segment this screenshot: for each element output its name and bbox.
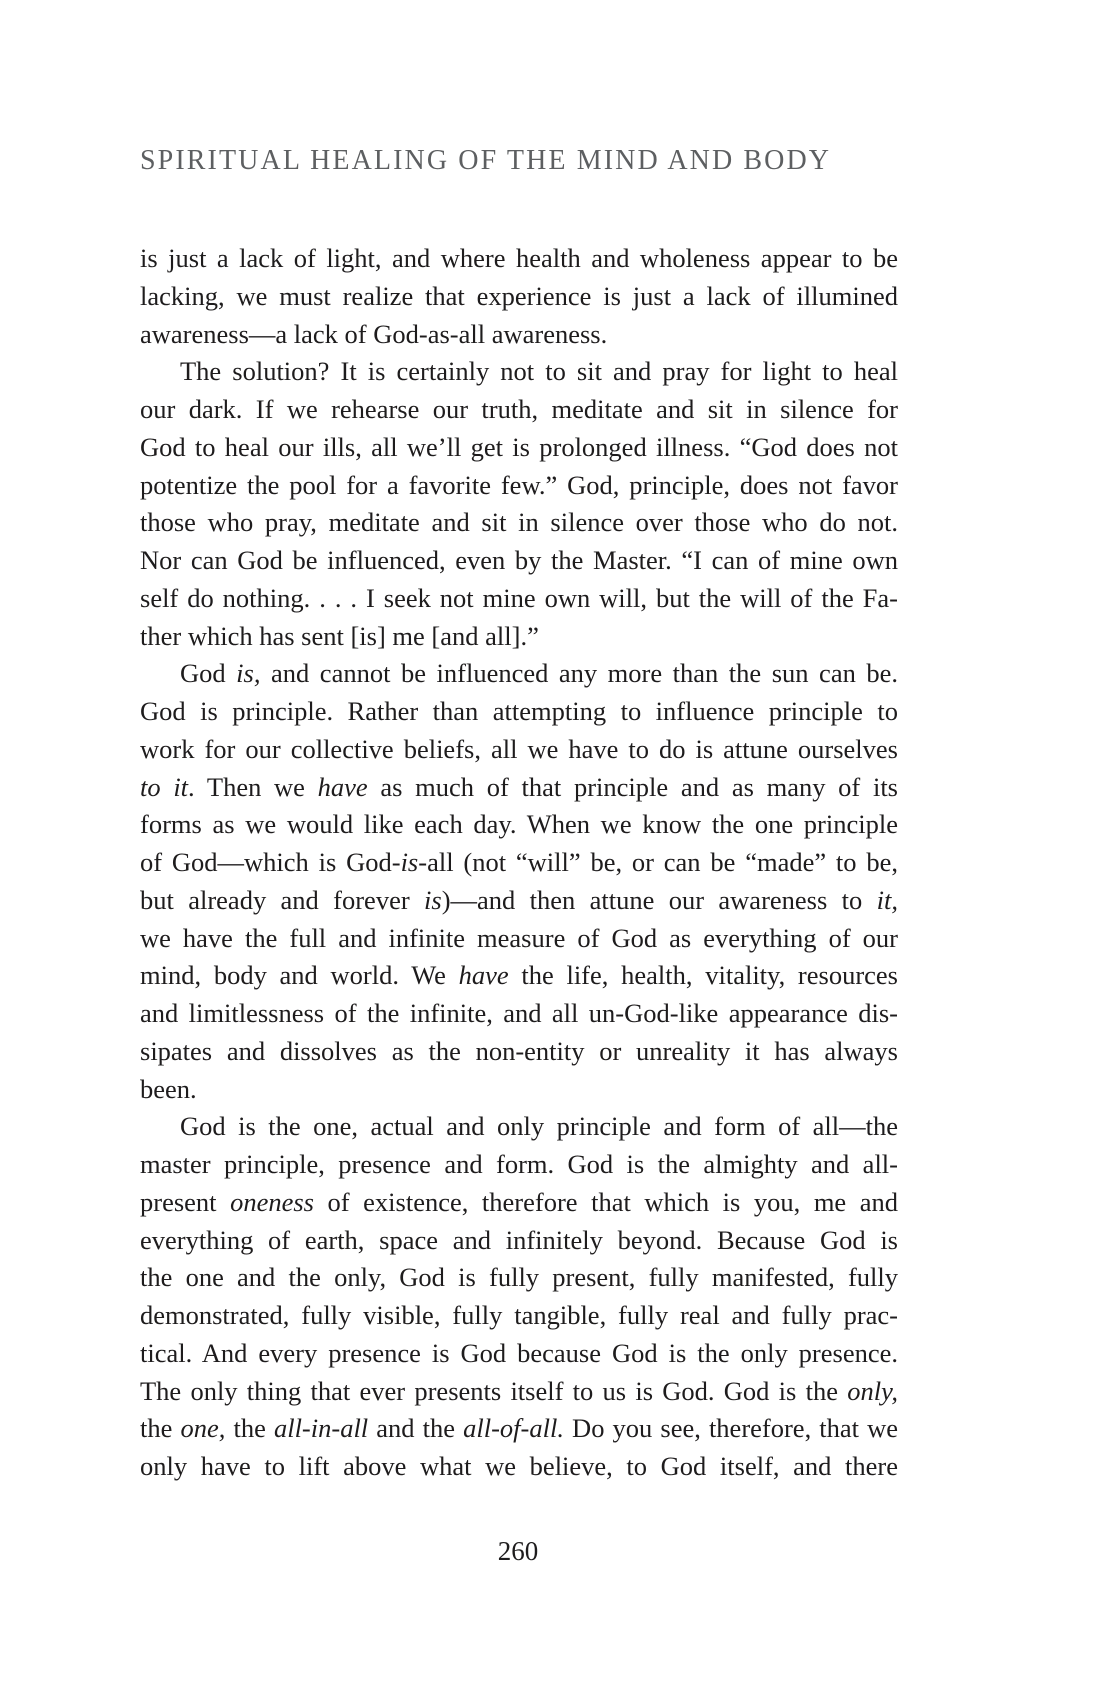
text-line — [140, 1146, 898, 1184]
text-line — [140, 353, 898, 391]
page-number: 260 — [497, 1536, 539, 1566]
text-line — [140, 1033, 898, 1071]
text-line — [140, 542, 898, 580]
italic-text: is, — [236, 658, 261, 689]
text-run: and cannot be influenced any more than the sun can be. — [260, 658, 898, 689]
text-line — [140, 655, 898, 693]
italic-text: have — [458, 960, 509, 991]
text-run: master principle, presence and form. God is the almighty and all- — [140, 1149, 898, 1179]
text-run: sipates and dissolves as the non-entity or unreality it has always — [140, 1035, 898, 1066]
italic-text: is — [424, 884, 442, 915]
italic-text: all-in-all — [273, 1413, 369, 1444]
text-run: lacking, we must realize that experience is just a lack of illumined — [140, 280, 898, 311]
text-line — [140, 844, 898, 882]
text-line — [140, 957, 898, 995]
text-line — [140, 1297, 898, 1335]
italic-text: to it — [140, 771, 189, 802]
italic-text: all-of-all. — [463, 1413, 564, 1444]
text-run: tical. And every presence is God because God is the only presence. — [140, 1337, 898, 1368]
text-run: Nor can God be influenced, even by the Master. “I can of mine own — [140, 545, 898, 575]
text-run: as much of that principle and as many of its — [367, 771, 898, 802]
text-run: work for our collective beliefs, all we have to do is attune ourselves — [140, 733, 898, 764]
text-line — [140, 882, 898, 920]
text-run: potentize the pool for a favorite few.” God, principle, does not favor — [140, 469, 898, 500]
text-run: demonstrated, fully visible, fully tangible, fully real and fully prac- — [140, 1300, 898, 1330]
text-run: those who pray, meditate and sit in silence over those who do not. — [140, 507, 898, 538]
text-line — [140, 693, 898, 731]
italic-text: have — [317, 771, 368, 802]
text-run: self do nothing. . . . I seek not mine own will, but the will of the Fa- — [140, 582, 898, 613]
text-run: only have to lift above what we believe, to God itself, and there — [140, 1451, 898, 1481]
text-line — [140, 240, 898, 278]
text-line — [140, 1108, 898, 1146]
text-run: present — [140, 1186, 231, 1217]
text-run: is just a lack of light, and where health and wholeness appear to be — [140, 243, 898, 273]
text-run: and the — [368, 1413, 464, 1444]
text-line — [140, 1222, 898, 1260]
text-run: God is principle. Rather than attempting to influence principle to — [140, 696, 898, 726]
text-line — [140, 1448, 898, 1486]
text-run: the one and the only, God is fully present, fully manifested, fully — [140, 1262, 898, 1293]
text-line — [140, 806, 898, 844]
text-run: of God—which is God- — [140, 847, 401, 877]
text-run: our dark. If we rehearse our truth, meditate and sit in silence for — [140, 394, 898, 424]
text-line — [140, 467, 898, 505]
text-run: but already and forever — [140, 884, 425, 915]
text-run: The only thing that ever presents itself to us is God. God is the — [140, 1375, 848, 1406]
text-line — [140, 1071, 898, 1109]
text-line — [140, 504, 898, 542]
italic-text: it, — [876, 884, 898, 915]
text-run: God is the one, actual and only principle and form of all—the — [180, 1111, 898, 1142]
italic-text: only, — [847, 1375, 898, 1406]
text-run: -all (not “will” be, or can be “made” to be, — [418, 847, 898, 877]
text-line — [140, 1373, 898, 1411]
page-number-container — [0, 1533, 1100, 1569]
text-line — [140, 731, 898, 769]
text-line — [140, 769, 898, 807]
text-run: the — [225, 1413, 274, 1444]
text-run: and limitlessness of the infinite, and all un-God-like appearance dis- — [140, 998, 898, 1028]
text-run: of existence, therefore that which is you, me and — [313, 1186, 898, 1217]
text-run: forms as we would like each day. When we know the one principle — [140, 809, 898, 840]
text-line — [140, 580, 898, 618]
running-head: SPIRITUAL HEALING OF THE MIND AND BODY — [140, 145, 832, 176]
text-line — [140, 1335, 898, 1373]
text-line — [140, 278, 898, 316]
text-line — [140, 1410, 898, 1448]
text-run: we have the full and infinite measure of God as everything of our — [140, 922, 898, 953]
body-text — [140, 240, 898, 1486]
text-run: mind, body and world. We — [140, 960, 459, 991]
text-line — [140, 1184, 898, 1222]
text-line — [140, 995, 898, 1033]
text-run: ther which has sent [is] me [and all].” — [140, 620, 539, 651]
text-line — [140, 618, 898, 656]
text-run: Do you see, therefore, that we — [563, 1413, 899, 1444]
text-run: awareness—a lack of God-as-all awareness. — [140, 318, 608, 349]
text-run: God — [180, 658, 237, 689]
italic-text: one, — [180, 1413, 226, 1444]
italic-text: is — [400, 847, 419, 877]
text-run: the — [140, 1413, 181, 1444]
text-run: )—and then attune our awareness to — [441, 884, 877, 915]
italic-text: oneness — [230, 1186, 314, 1217]
text-run: The solution? It is certainly not to sit and pray for light to heal — [180, 356, 898, 387]
text-run: . Then we — [188, 771, 318, 802]
text-run: the life, health, vitality, resources — [508, 960, 898, 991]
text-line — [140, 391, 898, 429]
text-line — [140, 429, 898, 467]
text-line — [140, 316, 898, 354]
text-line — [140, 920, 898, 958]
text-run: been. — [140, 1073, 197, 1104]
text-run: God to heal our ills, all we’ll get is prolonged illness. “God does not — [140, 431, 898, 462]
text-run: everything of earth, space and infinitely beyond. Because God is — [140, 1224, 898, 1255]
text-line — [140, 1259, 898, 1297]
